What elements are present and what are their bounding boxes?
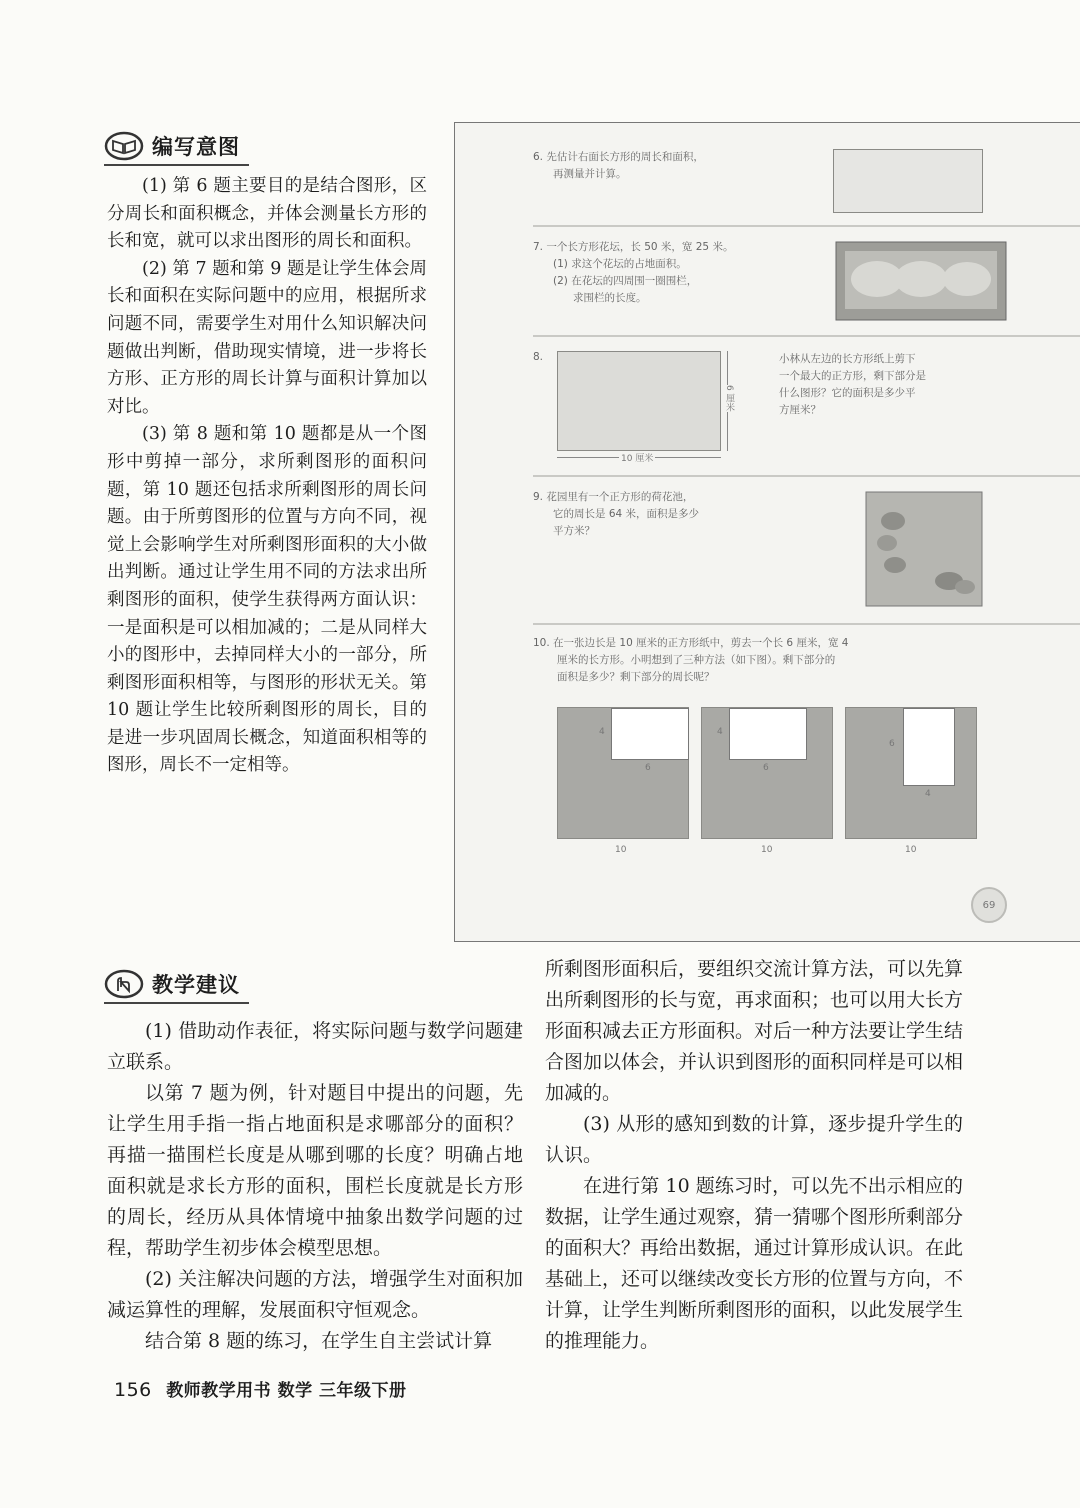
exercise-line: 小林从左边的长方形纸上剪下 — [779, 353, 916, 365]
exercise-number: 7. — [533, 241, 544, 253]
divider — [533, 623, 1080, 625]
side-label: 4 — [717, 727, 723, 737]
ex8-rectangle — [557, 351, 721, 451]
exercise-line: 方厘米？ — [779, 404, 821, 416]
paragraph: (2) 关注解决问题的方法，增强学生对面积加减运算性的理解，发展面积守恒观念。 — [107, 1268, 523, 1321]
exercise-7 — [533, 239, 733, 307]
exercise-10 — [533, 635, 848, 686]
cut-label: 6 — [645, 763, 651, 773]
page-number-badge — [971, 887, 1007, 923]
paragraph: 结合第 8 题的练习，在学生自主尝试计算 — [145, 1330, 493, 1352]
exercise-line: 先估计右面长方形的周长和面积， — [546, 151, 704, 163]
ex6-rectangle — [833, 149, 983, 213]
paragraph: (1) 第 6 题主要目的是结合图形，区分周长和面积概念，并体会测量长方形的长和宽，就可以求出图形的周长和面积。 — [107, 176, 427, 252]
exercise-line: 面积是多少？剩下部分的周长呢？ — [557, 671, 715, 683]
teaching-suggestions-left-column — [107, 1016, 523, 1357]
divider — [533, 475, 1080, 477]
book-icon — [104, 131, 144, 161]
width-label: 10 厘米 — [619, 451, 655, 464]
paragraph: (3) 第 8 题和第 10 题都是从一个图形中剪掉一部分，求所剩图形的面积问题，第 10 题还包括求所剩图形的周长问题。由于所剪图形的位置与方向不同，视觉上会影响学生对所剩图形面积的大小做出判断。通过让学生用不同的方法求出所剩图形的面积，使学生获得两方面认识：一是面积是可以相加减的；二是从同样大小的图形中，去掉同样大小的一部分，所剩图形面积相等，与图形的形状无关。第 10 题让学生比较所剩图形的周长，目的是进一步巩固周长概念，知道面积相等的图形，周长不一定相等。 — [107, 424, 427, 776]
exercise-line: (2) 在花坛的四周围一圈围栏， — [553, 275, 698, 287]
page-footer — [114, 1376, 407, 1401]
divider — [533, 225, 1080, 227]
cut-label: 6 — [763, 763, 769, 773]
bottom-label: 10 — [761, 845, 773, 855]
exercise-line: 在一张边长是 10 厘米的正方形纸中，剪去一个长 6 厘米，宽 4 — [553, 637, 849, 649]
paragraph: (3) 从形的感知到数的计算，逐步提升学生的认识。 — [545, 1113, 963, 1166]
footer-page-number: 156 — [114, 1379, 152, 1401]
side-label: 6 — [889, 739, 895, 749]
paragraph: 在进行第 10 题练习时，可以先不出示相应的数据，让学生通过观察，猜一猜哪个图形所剩部分的面积大？再给出数据，通过计算形成认识。在此基础上，还可以继续改变长方形的位置与方向，不计算，让学生判断所剩图形的面积，以此发展学生的推理能力。 — [545, 1175, 964, 1352]
exercise-9 — [533, 489, 699, 540]
writing-intent-text — [107, 173, 427, 780]
exercise-number: 9. — [533, 491, 544, 503]
page-number: 69 — [982, 899, 996, 911]
header-rule — [104, 1002, 249, 1004]
exercise-line: 什么图形？它的面积是多少平 — [779, 387, 916, 399]
exercise-line: 平方米？ — [553, 525, 595, 537]
cut-rectangle — [611, 708, 689, 760]
exercise-line: 一个最大的正方形，剩下部分是 — [779, 370, 926, 382]
exercise-line: 花园里有一个正方形的荷花池， — [546, 491, 694, 503]
lotus-pond-image — [865, 491, 983, 607]
side-label: 4 — [599, 727, 605, 737]
exercise-line: 求围栏的长度。 — [573, 292, 647, 304]
section-header-teaching-suggestions — [104, 966, 249, 1002]
header-rule — [104, 164, 249, 166]
bottom-label: 10 — [905, 845, 917, 855]
exercise-line: 厘米的长方形。小明想到了三种方法（如下图）。剩下部分的 — [557, 654, 836, 666]
flower-bed-image — [835, 241, 1007, 321]
section-title: 编写意图 — [152, 135, 240, 159]
paragraph: 所剩图形面积后，要组织交流计算方法，可以先算出所剩图形的长与宽，再求面积；也可以用大长方形面积减去正方形面积。对后一种方法要让学生结合图加以体会，并认识到图形的面积同样是可以相加减的。 — [545, 958, 964, 1104]
cut-rectangle — [729, 708, 807, 760]
exercise-number: 8. — [533, 351, 544, 363]
paragraph: (1) 借助动作表征，将实际问题与数学问题建立联系。 — [107, 1020, 523, 1073]
hand-pointer-icon — [104, 969, 144, 999]
bottom-label: 10 — [615, 845, 627, 855]
cut-rectangle — [903, 708, 955, 786]
exercise-line: 它的周长是 64 米，面积是多少 — [553, 508, 700, 520]
textbook-page-image — [454, 122, 1080, 942]
cut-label: 4 — [925, 789, 931, 799]
section-header-writing-intent — [104, 128, 249, 164]
exercise-line: 再测量并计算。 — [553, 168, 627, 180]
paragraph: 以第 7 题为例，针对题目中提出的问题，先让学生用手指一指占地面积是求哪部分的面积？再描一描围栏长度是从哪到哪的长度？明确占地面积就是求长方形的面积，围栏长度就是长方形的周长，经历从具体情境中抽象出数学问题的过程，帮助学生初步体会模型思想。 — [107, 1082, 523, 1259]
section-title: 教学建议 — [152, 973, 240, 997]
teaching-suggestions-right-column — [545, 954, 963, 1357]
exercise-6 — [533, 149, 704, 183]
height-label: 6 厘米 — [724, 385, 734, 412]
exercise-number: 10. — [533, 637, 550, 649]
exercise-8 — [779, 351, 926, 419]
paragraph: (2) 第 7 题和第 9 题是让学生体会周长和面积在实际问题中的应用，根据所求问题不同，需要学生对用什么知识解决问题做出判断，借助现实情境，进一步将长方形、正方形的周长计算与面积计算加以对比。 — [107, 258, 427, 417]
exercise-line: 一个长方形花坛，长 50 米，宽 25 米。 — [546, 241, 734, 253]
exercise-number: 6. — [533, 151, 544, 163]
exercise-line: (1) 求这个花坛的占地面积。 — [553, 258, 687, 270]
divider — [533, 335, 1080, 337]
footer-book-title: 教师教学用书 数学 三年级下册 — [166, 1381, 407, 1401]
